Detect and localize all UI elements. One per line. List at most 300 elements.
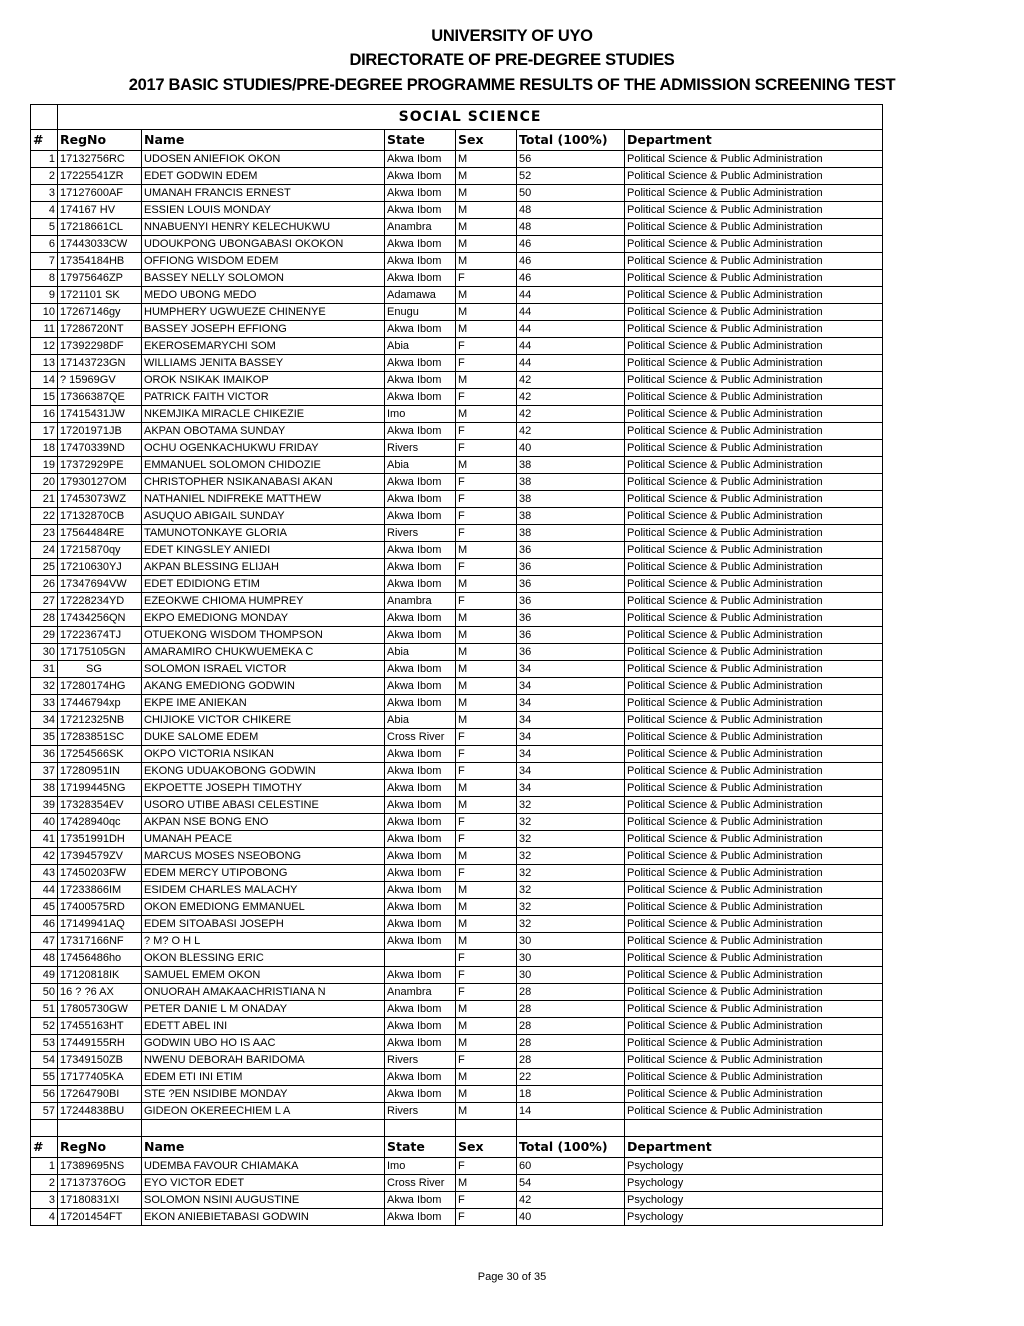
cell-sex: F — [456, 559, 517, 576]
cell-department: Political Science & Public Administration — [625, 559, 883, 576]
cell-sex: F — [456, 763, 517, 780]
cell-name: CHIJIOKE VICTOR CHIKERE — [142, 712, 385, 729]
cell-department: Political Science & Public Administration — [625, 746, 883, 763]
cell-total: 44 — [517, 287, 625, 304]
table-row — [31, 899, 883, 916]
cell-name: UDOUKPONG UBONGABASI OKOKON — [142, 236, 385, 253]
cell-state: Adamawa — [385, 287, 456, 304]
table-row — [31, 729, 883, 746]
cell-state: Abia — [385, 712, 456, 729]
cell-name: UDOSEN ANIEFIOK OKON — [142, 151, 385, 168]
cell-name: DUKE SALOME EDEM — [142, 729, 385, 746]
cell-total: 48 — [517, 219, 625, 236]
cell-state: Rivers — [385, 1103, 456, 1120]
cell-state: Akwa Ibom — [385, 899, 456, 916]
cell-name: NWENU DEBORAH BARIDOMA — [142, 1052, 385, 1069]
cell-state: Akwa Ibom — [385, 508, 456, 525]
cell-total: 34 — [517, 678, 625, 695]
cell-department: Psychology — [625, 1192, 883, 1209]
cell-total: 28 — [517, 1018, 625, 1035]
cell-department: Political Science & Public Administration — [625, 372, 883, 389]
cell-state: Rivers — [385, 1052, 456, 1069]
cell-department: Political Science & Public Administration — [625, 780, 883, 797]
table-row — [31, 202, 883, 219]
cell-regno: 17228234YD — [58, 593, 142, 610]
cell-state: Akwa Ibom — [385, 576, 456, 593]
table-row — [31, 1192, 883, 1209]
table-row — [31, 1069, 883, 1086]
cell-total: 36 — [517, 627, 625, 644]
cell-name: TAMUNOTONKAYE GLORIA — [142, 525, 385, 542]
cell-name: EDETT ABEL INI — [142, 1018, 385, 1035]
cell-name: ASUQUO ABIGAIL SUNDAY — [142, 508, 385, 525]
cell-department: Political Science & Public Administration — [625, 933, 883, 950]
cell-index: 6 — [31, 236, 58, 253]
cell-state: Akwa Ibom — [385, 865, 456, 882]
table-row — [31, 780, 883, 797]
table-row — [31, 678, 883, 695]
cell-index: 51 — [31, 1001, 58, 1018]
cell-index: 35 — [31, 729, 58, 746]
cell-regno: 17456486ho — [58, 950, 142, 967]
cell-regno: 17805730GW — [58, 1001, 142, 1018]
cell-total: 34 — [517, 746, 625, 763]
cell-total: 34 — [517, 695, 625, 712]
cell-index: 16 — [31, 406, 58, 423]
cell-department: Political Science & Public Administration — [625, 1001, 883, 1018]
cell-department: Political Science & Public Administration — [625, 168, 883, 185]
results-table-wrapper — [30, 104, 882, 1226]
table-row — [31, 474, 883, 491]
cell-state: Akwa Ibom — [385, 627, 456, 644]
cell-index: 49 — [31, 967, 58, 984]
cell-regno: 17366387QE — [58, 389, 142, 406]
cell-index: 31 — [31, 661, 58, 678]
cell-total: 36 — [517, 610, 625, 627]
cell-name: AKANG EMEDIONG GODWIN — [142, 678, 385, 695]
cell-state: Akwa Ibom — [385, 661, 456, 678]
cell-sex: M — [456, 780, 517, 797]
cell-index: 38 — [31, 780, 58, 797]
cell-department: Political Science & Public Administration — [625, 151, 883, 168]
cell-index: 43 — [31, 865, 58, 882]
column-header-regno: RegNo — [58, 1137, 142, 1158]
table-row — [31, 661, 883, 678]
table-row — [31, 763, 883, 780]
cell-sex: F — [456, 950, 517, 967]
cell-state: Akwa Ibom — [385, 933, 456, 950]
cell-total: 54 — [517, 1175, 625, 1192]
cell-state: Akwa Ibom — [385, 882, 456, 899]
cell-state: Akwa Ibom — [385, 831, 456, 848]
cell-total: 42 — [517, 406, 625, 423]
cell-sex: M — [456, 253, 517, 270]
cell-department: Political Science & Public Administration — [625, 712, 883, 729]
cell-total: 44 — [517, 321, 625, 338]
cell-regno: 16 ? ?6 AX — [58, 984, 142, 1001]
cell-department: Political Science & Public Administration — [625, 423, 883, 440]
cell-regno: 17428940qc — [58, 814, 142, 831]
cell-state: Cross River — [385, 729, 456, 746]
table-row — [31, 355, 883, 372]
cell-name: OKON BLESSING ERIC — [142, 950, 385, 967]
cell-sex: F — [456, 984, 517, 1001]
cell-regno: 17415431JW — [58, 406, 142, 423]
cell-state: Akwa Ibom — [385, 355, 456, 372]
column-header-row — [31, 1137, 883, 1158]
cell-total: 32 — [517, 882, 625, 899]
table-row — [31, 270, 883, 287]
cell-name: SOLOMON ISRAEL VICTOR — [142, 661, 385, 678]
cell-regno: 17453073WZ — [58, 491, 142, 508]
cell-department: Political Science & Public Administration — [625, 389, 883, 406]
cell-name: STE ?EN NSIDIBE MONDAY — [142, 1086, 385, 1103]
cell-state: Anambra — [385, 219, 456, 236]
cell-total: 42 — [517, 423, 625, 440]
cell-name: CHRISTOPHER NSIKANABASI AKAN — [142, 474, 385, 491]
cell-name: EDEM MERCY UTIPOBONG — [142, 865, 385, 882]
cell-total: 42 — [517, 372, 625, 389]
table-row — [31, 1175, 883, 1192]
cell-total: 34 — [517, 729, 625, 746]
cell-regno: 17180831XI — [58, 1192, 142, 1209]
table-row — [31, 440, 883, 457]
cell-regno: 17175105GN — [58, 644, 142, 661]
cell-department: Political Science & Public Administration — [625, 542, 883, 559]
cell-state: Akwa Ibom — [385, 780, 456, 797]
cell-sex: M — [456, 899, 517, 916]
column-header-regno: RegNo — [58, 130, 142, 151]
title-results: 2017 BASIC STUDIES/PRE-DEGREE PROGRAMME RESULTS OF THE ADMISSION SCREENING TEST — [128, 76, 896, 94]
cell-sex: F — [456, 593, 517, 610]
cell-regno: 17254566SK — [58, 746, 142, 763]
cell-regno: 17223674TJ — [58, 627, 142, 644]
cell-department: Political Science & Public Administration — [625, 304, 883, 321]
cell-department: Political Science & Public Administration — [625, 219, 883, 236]
cell-department: Political Science & Public Administration — [625, 644, 883, 661]
cell-total: 50 — [517, 185, 625, 202]
cell-department: Political Science & Public Administration — [625, 865, 883, 882]
cell-department: Political Science & Public Administration — [625, 253, 883, 270]
cell-sex: M — [456, 287, 517, 304]
cell-sex: M — [456, 576, 517, 593]
cell-state: Akwa Ibom — [385, 797, 456, 814]
table-row — [31, 1086, 883, 1103]
cell-name: USORO UTIBE ABASI CELESTINE — [142, 797, 385, 814]
cell-total: 44 — [517, 355, 625, 372]
cell-sex: M — [456, 627, 517, 644]
cell-index: 24 — [31, 542, 58, 559]
cell-index: 3 — [31, 1192, 58, 1209]
table-row — [31, 950, 883, 967]
table-row — [31, 593, 883, 610]
cell-name: EKONG UDUAKOBONG GODWIN — [142, 763, 385, 780]
table-row — [31, 321, 883, 338]
cell-state: Akwa Ibom — [385, 168, 456, 185]
cell-regno: ? 15969GV — [58, 372, 142, 389]
cell-department: Political Science & Public Administration — [625, 508, 883, 525]
title-directorate: DIRECTORATE OF PRE-DEGREE STUDIES — [349, 51, 675, 69]
cell-name: MARCUS MOSES NSEOBONG — [142, 848, 385, 865]
cell-index: 37 — [31, 763, 58, 780]
cell-department: Political Science & Public Administration — [625, 185, 883, 202]
cell-index: 45 — [31, 899, 58, 916]
cell-department: Political Science & Public Administration — [625, 474, 883, 491]
table-row — [31, 236, 883, 253]
cell-state: Akwa Ibom — [385, 610, 456, 627]
cell-total: 46 — [517, 253, 625, 270]
cell-department: Political Science & Public Administration — [625, 338, 883, 355]
cell-total: 32 — [517, 916, 625, 933]
table-row — [31, 1158, 883, 1175]
cell-regno: 17267146gy — [58, 304, 142, 321]
cell-index: 9 — [31, 287, 58, 304]
cell-sex: M — [456, 1103, 517, 1120]
cell-total: 34 — [517, 780, 625, 797]
cell-sex: M — [456, 695, 517, 712]
table-row — [31, 1018, 883, 1035]
cell-state: Akwa Ibom — [385, 491, 456, 508]
cell-state: Rivers — [385, 525, 456, 542]
cell-department: Political Science & Public Administration — [625, 678, 883, 695]
spacer-row — [31, 1120, 883, 1137]
cell-name: EKEROSEMARYCHI SOM — [142, 338, 385, 355]
cell-sex: M — [456, 1069, 517, 1086]
cell-regno: 17212325NB — [58, 712, 142, 729]
table-row — [31, 610, 883, 627]
cell-index: 42 — [31, 848, 58, 865]
cell-total: 14 — [517, 1103, 625, 1120]
cell-department: Political Science & Public Administration — [625, 270, 883, 287]
cell-total: 36 — [517, 542, 625, 559]
cell-sex: M — [456, 678, 517, 695]
table-row — [31, 916, 883, 933]
cell-sex: M — [456, 168, 517, 185]
table-row — [31, 1103, 883, 1120]
cell-index: 8 — [31, 270, 58, 287]
cell-department: Political Science & Public Administration — [625, 593, 883, 610]
cell-name: EKON ANIEBIETABASI GODWIN — [142, 1209, 385, 1226]
cell-regno: 17201454FT — [58, 1209, 142, 1226]
cell-state: Abia — [385, 457, 456, 474]
cell-name: ONUORAH AMAKAACHRISTIANA N — [142, 984, 385, 1001]
cell-name: PATRICK FAITH VICTOR — [142, 389, 385, 406]
cell-name: EKPOETTE JOSEPH TIMOTHY — [142, 780, 385, 797]
table-row — [31, 576, 883, 593]
table-row — [31, 542, 883, 559]
cell-department: Political Science & Public Administration — [625, 814, 883, 831]
cell-name: EDEM SITOABASI JOSEPH — [142, 916, 385, 933]
cell-sex: M — [456, 406, 517, 423]
cell-state: Akwa Ibom — [385, 559, 456, 576]
cell-index: 34 — [31, 712, 58, 729]
cell-index: 52 — [31, 1018, 58, 1035]
cell-department: Political Science & Public Administration — [625, 729, 883, 746]
cell-sex: M — [456, 219, 517, 236]
cell-regno: 17132870CB — [58, 508, 142, 525]
cell-sex: F — [456, 491, 517, 508]
table-row — [31, 457, 883, 474]
cell-index: 27 — [31, 593, 58, 610]
cell-name: SAMUEL EMEM OKON — [142, 967, 385, 984]
cell-total: 32 — [517, 831, 625, 848]
table-row — [31, 712, 883, 729]
cell-name: AKPAN BLESSING ELIJAH — [142, 559, 385, 576]
table-row — [31, 746, 883, 763]
cell-department: Political Science & Public Administration — [625, 661, 883, 678]
cell-state: Akwa Ibom — [385, 253, 456, 270]
cell-department: Political Science & Public Administration — [625, 1052, 883, 1069]
column-header-total: Total (100%) — [517, 1137, 625, 1158]
cell-state: Akwa Ibom — [385, 746, 456, 763]
cell-index: 15 — [31, 389, 58, 406]
cell-name: EZEOKWE CHIOMA HUMPREY — [142, 593, 385, 610]
table-row — [31, 814, 883, 831]
cell-total: 36 — [517, 593, 625, 610]
cell-total: 46 — [517, 270, 625, 287]
table-row — [31, 491, 883, 508]
cell-sex: M — [456, 236, 517, 253]
cell-total: 56 — [517, 151, 625, 168]
column-header-name: Name — [142, 1137, 385, 1158]
cell-department: Political Science & Public Administration — [625, 202, 883, 219]
cell-index: 21 — [31, 491, 58, 508]
cell-department: Political Science & Public Administration — [625, 899, 883, 916]
cell-total: 32 — [517, 865, 625, 882]
cell-sex: F — [456, 270, 517, 287]
cell-department: Political Science & Public Administration — [625, 610, 883, 627]
cell-regno: 1721101 SK — [58, 287, 142, 304]
cell-name: OKPO VICTORIA NSIKAN — [142, 746, 385, 763]
cell-name: GIDEON OKEREECHIEM L A — [142, 1103, 385, 1120]
title-university: UNIVERSITY OF UYO — [431, 27, 593, 45]
cell-regno: 17930127OM — [58, 474, 142, 491]
cell-total: 28 — [517, 1035, 625, 1052]
cell-total: 32 — [517, 814, 625, 831]
cell-state: Akwa Ibom — [385, 678, 456, 695]
cell-total: 42 — [517, 1192, 625, 1209]
cell-total: 22 — [517, 1069, 625, 1086]
cell-department: Psychology — [625, 1209, 883, 1226]
column-header-name: Name — [142, 130, 385, 151]
cell-regno: 17317166NF — [58, 933, 142, 950]
cell-state: Akwa Ibom — [385, 1192, 456, 1209]
cell-sex: M — [456, 661, 517, 678]
cell-index: 23 — [31, 525, 58, 542]
cell-sex: M — [456, 1018, 517, 1035]
cell-state: Imo — [385, 406, 456, 423]
cell-regno: 17328354EV — [58, 797, 142, 814]
cell-state: Akwa Ibom — [385, 1086, 456, 1103]
table-row — [31, 406, 883, 423]
cell-department: Political Science & Public Administration — [625, 1018, 883, 1035]
section-row — [31, 105, 883, 130]
table-row — [31, 338, 883, 355]
cell-index: 47 — [31, 933, 58, 950]
table-row — [31, 423, 883, 440]
cell-name: AKPAN NSE BONG ENO — [142, 814, 385, 831]
cell-sex: M — [456, 848, 517, 865]
cell-department: Political Science & Public Administration — [625, 831, 883, 848]
table-row — [31, 253, 883, 270]
cell-index: 20 — [31, 474, 58, 491]
cell-state: Akwa Ibom — [385, 848, 456, 865]
cell-department: Political Science & Public Administration — [625, 967, 883, 984]
cell-name: UDEMBA FAVOUR CHIAMAKA — [142, 1158, 385, 1175]
cell-state: Akwa Ibom — [385, 270, 456, 287]
column-header-state: State — [385, 1137, 456, 1158]
cell-total: 36 — [517, 559, 625, 576]
cell-sex: M — [456, 644, 517, 661]
cell-sex: F — [456, 1192, 517, 1209]
cell-total: 34 — [517, 661, 625, 678]
cell-total: 38 — [517, 525, 625, 542]
cell-sex: M — [456, 321, 517, 338]
cell-sex: F — [456, 1209, 517, 1226]
cell-department: Political Science & Public Administration — [625, 355, 883, 372]
table-row — [31, 304, 883, 321]
cell-sex: M — [456, 372, 517, 389]
cell-name: OCHU OGENKACHUKWU FRIDAY — [142, 440, 385, 457]
cell-sex: F — [456, 508, 517, 525]
cell-name: EMMANUEL SOLOMON CHIDOZIE — [142, 457, 385, 474]
cell-regno: 174167 HV — [58, 202, 142, 219]
cell-regno: 17215870qy — [58, 542, 142, 559]
cell-sex: F — [456, 865, 517, 882]
cell-regno: 17372929PE — [58, 457, 142, 474]
cell-regno: 17351991DH — [58, 831, 142, 848]
cell-sex: M — [456, 933, 517, 950]
cell-state: Akwa Ibom — [385, 321, 456, 338]
cell-total: 48 — [517, 202, 625, 219]
cell-sex: M — [456, 1086, 517, 1103]
cell-state: Akwa Ibom — [385, 1209, 456, 1226]
page-footer: Page 30 of 35 — [477, 1271, 547, 1283]
cell-regno: 17137376OG — [58, 1175, 142, 1192]
cell-sex: M — [456, 151, 517, 168]
cell-regno: 17347694VW — [58, 576, 142, 593]
cell-regno: 17283851SC — [58, 729, 142, 746]
cell-sex: F — [456, 355, 517, 372]
cell-regno: 17280174HG — [58, 678, 142, 695]
cell-department: Political Science & Public Administration — [625, 287, 883, 304]
cell-sex: F — [456, 525, 517, 542]
cell-regno: 17143723GN — [58, 355, 142, 372]
column-header-sex: Sex — [456, 1137, 517, 1158]
cell-index: 25 — [31, 559, 58, 576]
cell-state: Akwa Ibom — [385, 236, 456, 253]
cell-sex: M — [456, 185, 517, 202]
table-row — [31, 695, 883, 712]
cell-index: 17 — [31, 423, 58, 440]
cell-index: 54 — [31, 1052, 58, 1069]
cell-index: 12 — [31, 338, 58, 355]
column-header-state: State — [385, 130, 456, 151]
cell-regno: 17280951IN — [58, 763, 142, 780]
cell-regno: SG — [58, 661, 142, 678]
cell-state: Akwa Ibom — [385, 1069, 456, 1086]
cell-index: 4 — [31, 1209, 58, 1226]
cell-name: EKPO EMEDIONG MONDAY — [142, 610, 385, 627]
cell-regno: 17177405KA — [58, 1069, 142, 1086]
cell-total: 46 — [517, 236, 625, 253]
cell-total: 38 — [517, 474, 625, 491]
cell-state: Akwa Ibom — [385, 185, 456, 202]
cell-name: MEDO UBONG MEDO — [142, 287, 385, 304]
cell-sex: M — [456, 916, 517, 933]
cell-department: Political Science & Public Administration — [625, 491, 883, 508]
cell-state: Akwa Ibom — [385, 474, 456, 491]
